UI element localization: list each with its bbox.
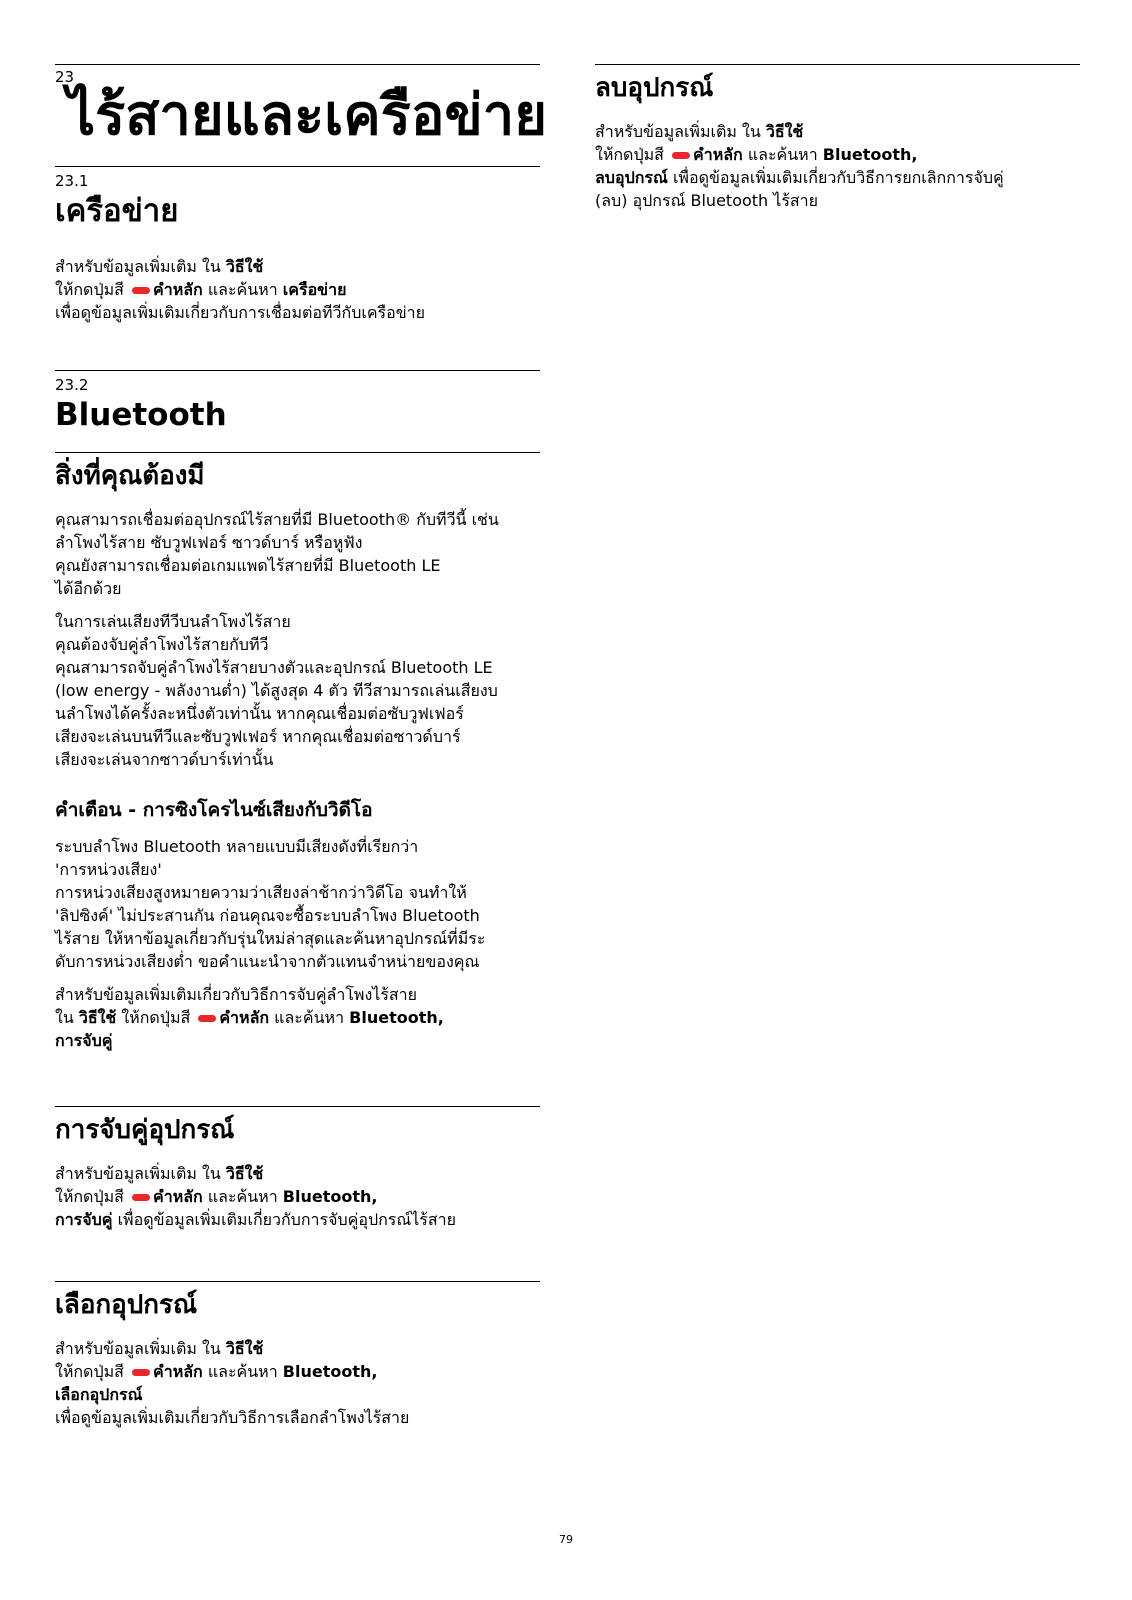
subsection-title: เลือกอุปกรณ์ xyxy=(55,1290,198,1320)
chapter-number: 23 xyxy=(55,68,75,86)
subsection-remove-device xyxy=(595,70,1080,212)
subsection-what-you-need xyxy=(55,458,540,771)
help-link: วิธีใช้ xyxy=(78,1008,117,1027)
help-link: วิธีใช้ xyxy=(225,1164,264,1183)
page-number: 79 xyxy=(559,1533,573,1546)
red-color-key-icon xyxy=(132,287,150,294)
section-rule xyxy=(55,166,540,167)
subsection-select-device xyxy=(55,1287,540,1429)
paragraph: สำหรับข้อมูลเพิ่มเติม ใน วิธีใช้ ให้กดปุ่มสี คำหลัก และค้นหา Bluetooth, ลบอุปกรณ์ เพื่อดูข้อมูลเพิ่มเติมเกี่ยวกับวิธีการยกเลิกการจับคู่ (ลบ) อุปกรณ์ Bluetooth ไร้สาย xyxy=(595,122,1004,210)
help-link: วิธีใช้ xyxy=(225,257,264,276)
subsection-title: การจับคู่อุปกรณ์ xyxy=(55,1115,235,1145)
subsection-title: สิ่งที่คุณต้องมี xyxy=(55,461,205,491)
section-network xyxy=(55,171,540,324)
paragraph: สำหรับข้อมูลเพิ่มเติมเกี่ยวกับวิธีการจับคู่ลำโพงไร้สาย ใน วิธีใช้ ให้กดปุ่มสี คำหลัก และค้นหา Bluetooth, การจับคู่ xyxy=(55,985,444,1050)
red-color-key-icon xyxy=(132,1369,150,1376)
subsection-rule xyxy=(55,452,540,453)
section-title: เครือข่าย xyxy=(55,193,179,229)
section-number: 23.1 xyxy=(55,172,89,190)
subsection-rule xyxy=(55,1106,540,1107)
help-link: วิธีใช้ xyxy=(225,1339,264,1358)
section-title: Bluetooth xyxy=(55,397,227,433)
subsection-rule xyxy=(595,64,1080,65)
help-link: วิธีใช้ xyxy=(765,122,804,141)
red-color-key-icon xyxy=(198,1015,216,1022)
section-bluetooth xyxy=(55,375,540,435)
subsection-rule xyxy=(55,1281,540,1282)
section-number: 23.2 xyxy=(55,376,89,394)
chapter-rule xyxy=(55,64,540,65)
paragraph: สำหรับข้อมูลเพิ่มเติม ใน วิธีใช้ ให้กดปุ่มสี คำหลัก และค้นหา Bluetooth, เลือกอุปกรณ์ เพื่อดูข้อมูลเพิ่มเติมเกี่ยวกับวิธีการเลือกลำโพงไร้สาย xyxy=(55,1339,410,1427)
paragraph: ระบบลำโพง Bluetooth หลายแบบมีเสียงดังที่เรียกว่า 'การหน่วงเสียง' การหน่วงเสียงสูงหมายความว่าเสียงล่าช้ากว่าวิดีโอ จนทำให้ 'ลิปซิงค์' ไม่ประสานกัน ก่อนคุณจะซื้อระบบลำโพง Bluetooth ไร้สาย ให้หาข้อมูลเกี่ยวกับรุ่นใหม่ล่าสุดและค้นหาอุปกรณ์ที่มีระ ดับการหน่วงเสียงต่ำ ขอคำแนะนำจากตัวแทนจำหน่ายของคุณ xyxy=(55,837,486,971)
subsection-warning xyxy=(55,797,540,1052)
red-color-key-icon xyxy=(672,152,690,159)
chapter-title: ไร้สายและเครือข่าย xyxy=(67,83,548,148)
warning-title: คำเตือน - การซิงโครไนซ์เสียงกับวิดีโอ xyxy=(55,799,373,821)
network-body: สำหรับข้อมูลเพิ่มเติม ใน วิธีใช้ ให้กดปุ่มสี คำหลัก และค้นหา เครือข่าย เพื่อดูข้อมูลเพิ่มเติมเกี่ยวกับการเชื่อมต่อทีวีกับเครือข่าย xyxy=(55,257,426,322)
paragraph: สำหรับข้อมูลเพิ่มเติม ใน วิธีใช้ ให้กดปุ่มสี คำหลัก และค้นหา Bluetooth, การจับคู่ เพื่อดูข้อมูลเพิ่มเติมเกี่ยวกับการจับคู่อุปกรณ์ไร้สาย xyxy=(55,1164,456,1229)
subsection-title: ลบอุปกรณ์ xyxy=(595,73,714,103)
red-color-key-icon xyxy=(132,1194,150,1201)
section-rule xyxy=(55,370,540,371)
paragraph: คุณสามารถเชื่อมต่ออุปกรณ์ไร้สายที่มี Bluetooth® กับทีวีนี้ เช่น ลำโพงไร้สาย ซับวูฟเฟอร์ ซาวด์บาร์ หรือหูฟัง คุณยังสามารถเชื่อมต่อเกมแพดไร้สายที่มี Bluetooth LE ได้อีกด้วย xyxy=(55,510,499,598)
subsection-pair-device xyxy=(55,1112,540,1231)
paragraph: ในการเล่นเสียงทีวีบนลำโพงไร้สาย คุณต้องจับคู่ลำโพงไร้สายกับทีวี คุณสามารถจับคู่ลำโพงไร้สายบางตัวและอุปกรณ์ Bluetooth LE (low energy - พลังงานต่ำ) ได้สูงสุด 4 ตัว ทีวีสามารถเล่นเสียงบ นลำโพงได้ครั้งละหนึ่งตัวเท่านั้น หากคุณเชื่อมต่อซับวูฟเฟอร์ เสียงจะเล่นบนทีวีและซับวูฟเฟอร์ หากคุณเชื่อมต่อซาวด์บาร์ เสียงจะเล่นจากซาวด์บาร์เท่านั้น xyxy=(55,612,498,769)
